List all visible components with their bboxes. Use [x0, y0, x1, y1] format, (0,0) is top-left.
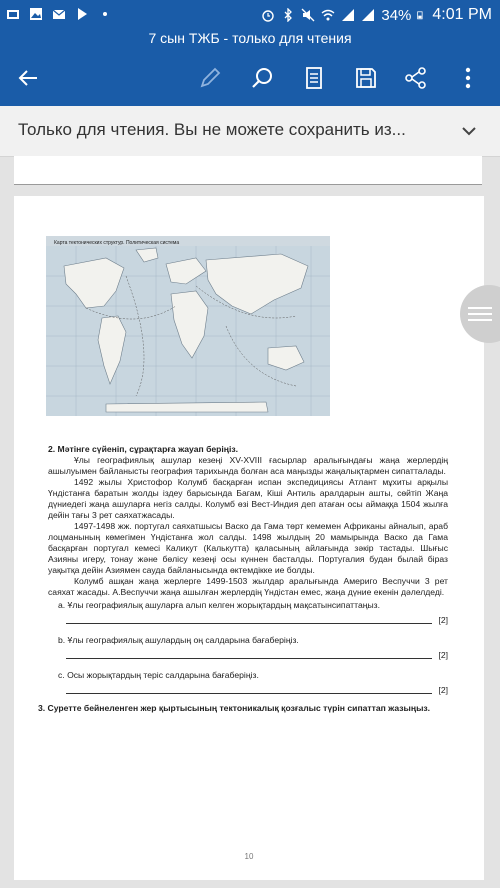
- share-button[interactable]: [400, 62, 432, 94]
- more-options-button[interactable]: [452, 62, 484, 94]
- status-bar: [0, 0, 500, 30]
- mail-icon: [52, 7, 66, 21]
- bluetooth-icon: [281, 8, 295, 22]
- notification-icon: [6, 7, 20, 21]
- paragraph: 1492 жылы Христофор Колумб басқарған испан экспедициясы Атлант мұхиты арқылы Үндістанға баратын жолды іздеу барысында Багам, Кіші Антиль аралдарын ашты, сөйтіп Жаңа дүниедегі жаңа ашуларға негіз салды. Колумб өзі Вест-Индия деп атаған осы аймаққа 1504 жылға дейін тағы 3 рет саяхатжасады.: [48, 477, 448, 520]
- map-title: Карта тектонических структур. Политическая система: [54, 240, 180, 246]
- pencil-icon: [197, 65, 223, 91]
- mute-icon: [301, 8, 315, 22]
- answer-line-b: [48, 648, 448, 662]
- subquestion-c: c. Осы жорықтардың теріс салдарына бағаберіңіз.: [58, 670, 259, 680]
- answer-line-c: [48, 683, 448, 697]
- save-icon: [353, 65, 379, 91]
- subquestion-b: b. Ұлы географиялық ашулардың оң салдарына бағаберіңіз.: [58, 635, 299, 645]
- edit-button[interactable]: [194, 62, 226, 94]
- previous-page-bottom: [14, 156, 482, 185]
- search-button[interactable]: [246, 62, 278, 94]
- document-page: [14, 196, 484, 880]
- search-icon: [249, 65, 275, 91]
- alarm-icon: [261, 8, 275, 22]
- more-vert-icon: [455, 65, 481, 91]
- signal-icon: [341, 8, 355, 22]
- reading-mode-button[interactable]: [298, 62, 330, 94]
- page-number: 10: [244, 852, 254, 861]
- paragraph: Ұлы географиялық ашулар кезеңі XV-XVIII ғасырлар аралығындағы жаңа жерлердің ашылуымен байланысты география тарихында болған аса маңызды жаңалықтармен сипатталады.: [48, 455, 448, 476]
- app-toolbar: [0, 50, 500, 106]
- banner-text: Только для чтения. Вы не можете сохранить из...: [18, 120, 406, 139]
- mark-a: [2]: [438, 615, 448, 625]
- dots-icon: [98, 7, 112, 21]
- question-2-title: 2. Мәтінге сүйеніп, сұрақтарға жауап беріңіз.: [48, 444, 239, 454]
- read-only-banner[interactable]: [0, 106, 500, 157]
- world-map-image: [46, 236, 330, 416]
- mark-c: [2]: [438, 685, 448, 695]
- gallery-icon: [29, 7, 43, 21]
- answer-line-a: [48, 613, 448, 627]
- share-icon: [403, 65, 429, 91]
- battery-percent: 34%: [381, 6, 412, 24]
- document-text: [38, 444, 448, 714]
- clock: 4:01 PM: [432, 6, 492, 23]
- mark-b: [2]: [438, 650, 448, 660]
- arrow-left-icon: [15, 65, 41, 91]
- chevron-down-icon[interactable]: [460, 122, 478, 140]
- signal-icon-2: [361, 8, 375, 22]
- back-button[interactable]: [12, 62, 44, 94]
- reading-mode-icon: [301, 65, 327, 91]
- paragraph: Колумб ашқан жаңа жерлерге 1499-1503 жылдар аралығында Америго Веспуччи 3 рет саяхат жасады. А.Веспуччи жаңа ашылған жерлердің Үндістан емес, жаңа дүние екенін дәлелдеді.: [48, 576, 448, 597]
- subquestion-a: a. Ұлы географиялық ашуларға алып келген жорықтардың мақсатынсипаттаңыз.: [58, 600, 380, 610]
- document-title: 7 сын ТЖБ - только для чтения: [0, 30, 500, 50]
- question-3-title: 3. Суретте бейнеленген жер қыртысының тектоникалық қозғалыс түрін сипаттап жазыңыз.: [38, 703, 431, 713]
- play-icon: [75, 7, 89, 21]
- paragraph: 1497-1498 жж. португал саяхатшысы Васко да Гама төрт кемемен Африканы айналып, араб лоцманының көмегімен Үндістанға жол салды. 1498 жылдың 20 мамырында Васко да Гама басқарған португал кемесі Каликут (Калькутта) қаласының айлағында зәкір тастады. Шығыс Азияны игеру, тонау және бөлісу кезеңі осы күннен басталды. Португалия будан былай біраз уақытқа дейін Азиямен сауда байланысында өктемдікке ие болды.: [48, 521, 448, 575]
- map-drawing: [46, 236, 330, 416]
- wifi-icon: [321, 8, 335, 22]
- battery-icon: [417, 8, 426, 22]
- save-button[interactable]: [350, 62, 382, 94]
